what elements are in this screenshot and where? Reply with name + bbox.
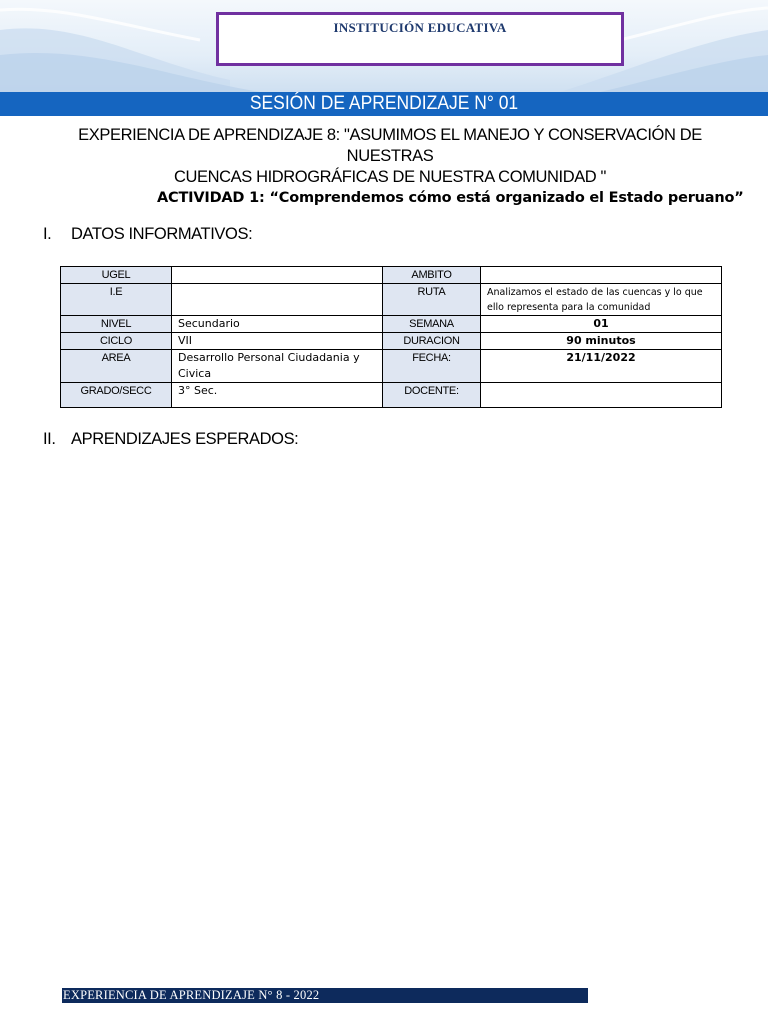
section-number: II. bbox=[43, 430, 56, 448]
table-label: I.E bbox=[61, 284, 172, 316]
table-value: 3° Sec. bbox=[172, 383, 383, 408]
table-value bbox=[481, 383, 722, 408]
table-value: VII bbox=[172, 333, 383, 350]
table-value bbox=[172, 284, 383, 316]
experience-title-line1: EXPERIENCIA DE APRENDIZAJE 8: "ASUMIMOS EL MANEJO Y CONSERVACIÓN DE NUESTRAS bbox=[78, 126, 702, 165]
table-label: DOCENTE: bbox=[383, 383, 481, 408]
section-title: DATOS INFORMATIVOS: bbox=[71, 225, 253, 243]
table-value: 21/11/2022 bbox=[481, 350, 722, 383]
table-value: 90 minutos bbox=[481, 333, 722, 350]
table-row bbox=[61, 267, 722, 284]
table-row bbox=[61, 350, 722, 383]
table-label: DURACION bbox=[383, 333, 481, 350]
table-value: 01 bbox=[481, 316, 722, 333]
session-title: SESIÓN DE APRENDIZAJE N° 01 bbox=[249, 93, 519, 114]
section-title: APRENDIZAJES ESPERADOS: bbox=[71, 430, 299, 448]
experience-title bbox=[40, 125, 740, 188]
table-row bbox=[61, 383, 722, 408]
section-heading-aprendizajes bbox=[43, 430, 298, 449]
table-label: UGEL bbox=[61, 267, 172, 284]
session-title-band bbox=[0, 92, 768, 116]
institution-title: INSTITUCIÓN EDUCATIVA bbox=[333, 20, 507, 35]
table-value: Desarrollo Personal Ciudadania y Civica bbox=[172, 350, 383, 383]
table-label: FECHA: bbox=[383, 350, 481, 383]
footer-band bbox=[62, 988, 588, 1003]
table-value bbox=[481, 267, 722, 284]
table-label: CICLO bbox=[61, 333, 172, 350]
table-label: NIVEL bbox=[61, 316, 172, 333]
section-heading-datos bbox=[43, 225, 252, 244]
table-label: SEMANA bbox=[383, 316, 481, 333]
info-table bbox=[60, 266, 722, 408]
section-number: I. bbox=[43, 225, 52, 243]
table-value: Analizamos el estado de las cuencas y lo que ello representa para la comunidad bbox=[481, 284, 722, 316]
table-row bbox=[61, 284, 722, 316]
table-label: AMBITO bbox=[383, 267, 481, 284]
footer-text: EXPERIENCIA DE APRENDIZAJE N° 8 - 2022 bbox=[63, 988, 320, 1002]
table-value bbox=[172, 267, 383, 284]
activity-title: ACTIVIDAD 1: “Comprendemos cómo está organizado el Estado peruano” bbox=[157, 190, 744, 206]
table-row bbox=[61, 316, 722, 333]
table-label: AREA bbox=[61, 350, 172, 383]
experience-title-line2: CUENCAS HIDROGRÁFICAS DE NUESTRA COMUNIDAD " bbox=[174, 168, 606, 186]
institution-box bbox=[216, 12, 624, 66]
table-label: RUTA bbox=[383, 284, 481, 316]
table-label: GRADO/SECC bbox=[61, 383, 172, 408]
table-value: Secundario bbox=[172, 316, 383, 333]
table-row bbox=[61, 333, 722, 350]
